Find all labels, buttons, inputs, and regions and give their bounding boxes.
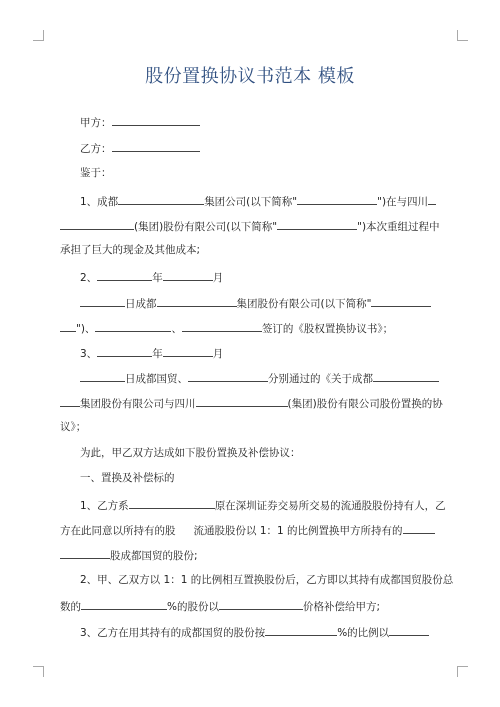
blank <box>118 193 204 205</box>
clause-1-line-2 <box>60 218 440 234</box>
blank <box>265 624 337 636</box>
clause-3-line-4: 议》； <box>60 421 87 433</box>
clause-text: (集团)股份有限公司(以下简称" <box>134 221 278 233</box>
blank <box>403 522 435 534</box>
blank <box>60 395 80 407</box>
clause-text: 月 <box>212 348 224 360</box>
crop-mark-bottom-left <box>33 666 44 677</box>
clause-text: 日成都 <box>125 298 157 310</box>
blank <box>80 370 125 382</box>
clause-text: 年 <box>152 272 163 284</box>
clause-text: 1、乙方系 <box>80 500 129 512</box>
blank <box>371 295 431 307</box>
blank <box>60 547 110 559</box>
clause-text: 方在此同意以所持有的股 <box>60 525 176 537</box>
clause-text: ")、 <box>76 323 96 335</box>
blank <box>219 598 303 610</box>
blank <box>97 345 152 357</box>
clause-2-line-1 <box>80 269 460 285</box>
clause-text: 3、 <box>80 348 98 360</box>
document-title: 股份置换协议书范本 模板 <box>145 66 355 87</box>
blank <box>95 320 171 332</box>
clause-text: %的比例以 <box>337 627 390 639</box>
clause-1-line-1 <box>80 193 460 209</box>
crop-mark-top-right <box>457 30 468 41</box>
blank <box>182 320 262 332</box>
clause-text: 原在深圳证券交易所交易的流通股股份持有人，乙 <box>214 500 446 512</box>
clause-text: (集团)股份有限公司股份置换的协 <box>287 398 443 410</box>
clause-text: 股成都国贸的股份; <box>110 550 198 562</box>
section-1-heading: 一、置换及补偿标的 <box>80 472 175 484</box>
clause-text: 集团公司(以下简称" <box>204 196 298 208</box>
party-b-line <box>80 140 460 156</box>
clause-2-line-2 <box>80 295 460 311</box>
clause-text: 日成都国贸、 <box>125 373 188 385</box>
clause-text: 年 <box>152 348 163 360</box>
clause-text: 、 <box>171 323 182 335</box>
blank <box>297 193 377 205</box>
clause-text: 数的 <box>60 601 81 613</box>
crop-mark-bottom-right <box>457 666 468 677</box>
clause-text: 集团股份有限公司(以下简称" <box>236 298 372 310</box>
intro-paragraph: 为此，甲乙双方达成如下股份置换及补偿协议： <box>80 447 301 459</box>
blank <box>60 320 76 332</box>
blank <box>60 218 134 230</box>
clause-text: 1、成都 <box>80 196 119 208</box>
blank <box>196 395 288 407</box>
blank <box>277 218 357 230</box>
clause-text: 分别通过的《关于成都 <box>268 373 373 385</box>
party-b-label: 乙方： <box>80 143 112 155</box>
clause-text: 价格补偿给甲方; <box>302 601 381 613</box>
blank <box>163 345 213 357</box>
clause-3-line-3 <box>60 395 443 411</box>
whereas-heading: 鉴于： <box>80 167 112 179</box>
clause-2-line-3 <box>60 320 440 336</box>
blank <box>129 497 215 509</box>
party-a-blank <box>112 114 200 126</box>
blank <box>97 269 152 281</box>
blank <box>428 193 436 205</box>
blank <box>163 269 213 281</box>
clause-text: %的股份以 <box>167 601 219 613</box>
item-3-line-1 <box>80 624 460 640</box>
item-2-line-1: 2、甲、乙双方以 1：1 的比例相互置换股份后，乙方即以其持有成都国贸股份总 <box>80 574 454 586</box>
party-a-label: 甲方： <box>80 117 112 129</box>
crop-mark-top-left <box>33 30 44 41</box>
item-2-line-2 <box>60 598 440 614</box>
party-b-blank <box>112 140 200 152</box>
clause-text: ")在与四川 <box>377 196 429 208</box>
blank <box>389 624 429 636</box>
clause-text: 集团股份有限公司与四川 <box>80 398 196 410</box>
clause-text: 签订的《股权置换协议书》； <box>261 323 394 335</box>
blank <box>80 295 125 307</box>
clause-3-line-2 <box>80 370 460 386</box>
blank <box>157 295 237 307</box>
item-1-line-3 <box>60 547 440 563</box>
blank <box>188 370 268 382</box>
blank <box>81 598 167 610</box>
party-a-line <box>80 114 460 130</box>
blank <box>373 370 439 382</box>
clause-1-line-3: 承担了巨大的现金及其他成本; <box>60 244 201 256</box>
item-1-line-1 <box>80 497 460 513</box>
clause-3-line-1 <box>80 345 460 361</box>
clause-text: 流通股股份以 1：1 的比例置换甲方所持有的 <box>193 525 403 537</box>
clause-text: 2、 <box>80 272 98 284</box>
item-1-line-2 <box>60 522 440 538</box>
clause-text: 月 <box>212 272 224 284</box>
clause-text: 3、乙方在用其持有的成都国贸的股份按 <box>80 627 266 639</box>
clause-text: ")本次重组过程中 <box>357 221 440 233</box>
